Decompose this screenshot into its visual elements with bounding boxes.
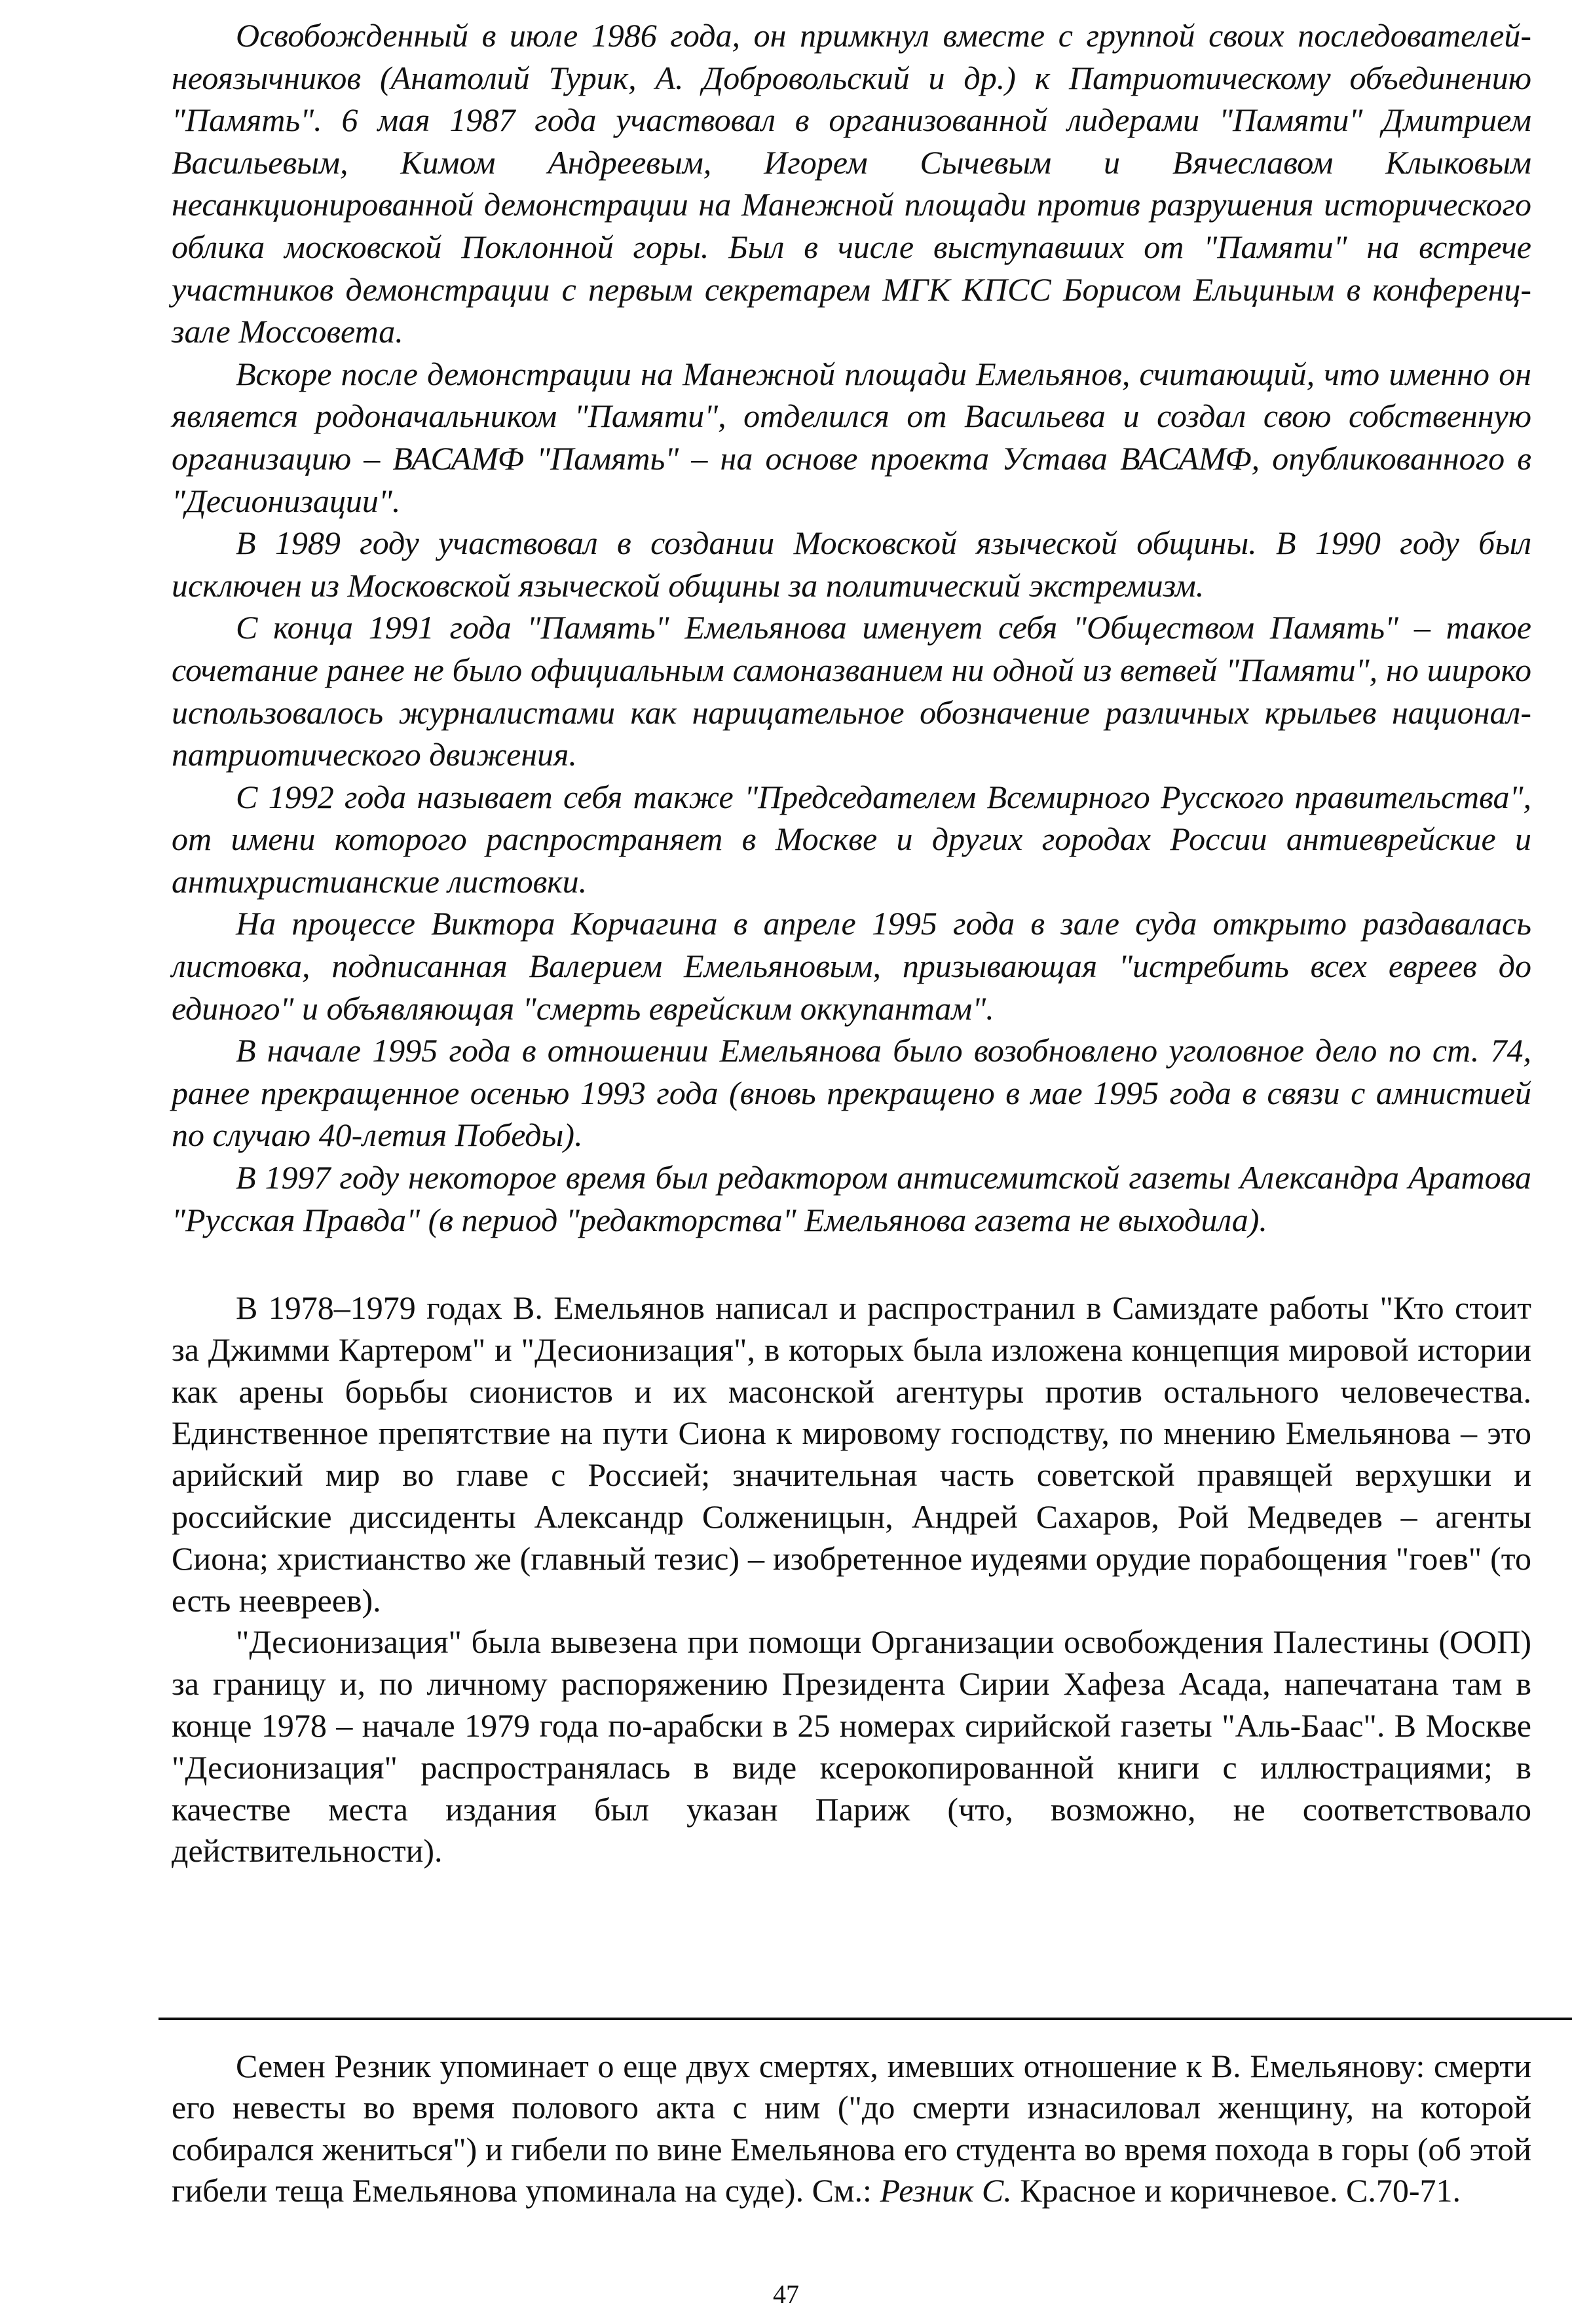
footnote-text-before: Семен Резник упоминает о еще двух смертях, имевших отношение к В. Емельянову: смерти его невесты во время полового акта с ним ("до смерти изнасиловал женщину, на которой собирался жениться") и гибели по вине Емельянова его студента во время похода в горы (об этой гибели теща Емельянова упоминала на суде). См.: <box>172 2048 1531 2209</box>
page-number: 47 <box>773 2279 799 2309</box>
footnote-author: Резник С. <box>880 2172 1012 2209</box>
footnote <box>172 2046 1531 2212</box>
main-paragraph-2: "Десионизация" была вывезена при помощи Организации освобождения Палестины (ООП) за границу и, по личному распоряжению Президента Сирии Хафеза Асада, напечатана там в конце 1978 – начале 1979 года по-арабски в 25 номерах сирийской газеты "Аль-Баас". В Москве "Десионизация" распространялась в виде ксерокопированной книги с иллюстрациями; в качестве места издания был указан Париж (что, возможно, не соответствовало действительности). <box>172 1623 1531 1870</box>
quote-paragraph-1: Освобожденный в июле 1986 года, он примкнул вместе с группой своих последователей-неоязычников (Анатолий Турик, А. Добровольский и др.) к Патриотическому объединению "Память". 6 мая 1987 года участвовал в организованной лидерами "Памяти" Дмитрием Васильевым, Кимом Андреевым, Игорем Сычевым и Вячеславом Клыковым несанкционированной демонстрации на Манежной площади против разрушения исторического облика московской Поклонной горы. Был в числе выступавших от "Памяти" на встрече участников демонстрации с первым секретарем МГК КПСС Борисом Ельциным в конференц-зале Моссовета. <box>172 17 1531 350</box>
main-paragraph-1: В 1978–1979 годах В. Емельянов написал и распространил в Самиздате работы "Кто стоит за Джимми Картером" и "Десионизация", в которых была изложена концепция мировой истории как арены борьбы сионистов и их масонской агентуры против остального человечества. Единственное препятствие на пути Сиона к мировому господству, по мнению Емельянова – это арийский мир во главе с Россией; значительная часть советской правящей верхушки и российские диссиденты Александр Солженицын, Андрей Сахаров, Рой Медведев – агенты Сиона; христианство же (главный тезис) – изобретенное иудеями орудие порабощения "гоев" (то есть неевреев). <box>172 1289 1531 1619</box>
italic-quote-block <box>172 14 1531 1241</box>
main-text-block <box>172 1287 1531 1872</box>
quote-paragraph-2: Вскоре после демонстрации на Манежной площади Емельянов, считающий, что именно он является родоначальником "Памяти", отделился от Васильева и создал свою собственную организацию – ВАСАМФ "Память" – на основе проекта Устава ВАСАМФ, опубликованного в "Десионизации". <box>172 355 1531 519</box>
footnote-paragraph <box>172 2046 1531 2212</box>
quote-paragraph-7: В начале 1995 года в отношении Емельянова было возобновлено уголовное дело по ст. 74, ранее прекращенное осенью 1993 года (вновь прекращено в мае 1995 года в связи с амнистией по случаю 40-летия Победы). <box>172 1032 1531 1154</box>
quote-paragraph-8: В 1997 году некоторое время был редактором антисемитской газеты Александра Аратова "Русская Правда" (в период "редакторства" Емельянова газета не выходила). <box>172 1159 1531 1238</box>
quote-paragraph-6: На процессе Виктора Корчагина в апреле 1995 года в зале суда открыто раздавалась листовка, подписанная Валерием Емельяновым, призывающая "истребить всех евреев до единого" и объявляющая "смерть еврейским оккупантам". <box>172 905 1531 1027</box>
footnote-text-after: Красное и коричневое. С.70-71. <box>1011 2172 1461 2209</box>
footnote-divider <box>159 2018 1572 2020</box>
quote-paragraph-4: С конца 1991 года "Память" Емельянова именует себя "Обществом Память" – такое сочетание ранее не было официальным самоназванием ни одной из ветвей "Памяти", но широко использовалось журналистами как нарицательное обозначение различных крыльев национал-патриотического движения. <box>172 609 1531 773</box>
quote-paragraph-3: В 1989 году участвовал в создании Московской языческой общины. В 1990 году был исключен из Московской языческой общины за политический экстремизм. <box>172 525 1531 604</box>
quote-paragraph-5: С 1992 года называет себя также "Председателем Всемирного Русского правительства", от имени которого распространяет в Москве и других городах России антиеврейские и антихристианские листовки. <box>172 778 1531 900</box>
